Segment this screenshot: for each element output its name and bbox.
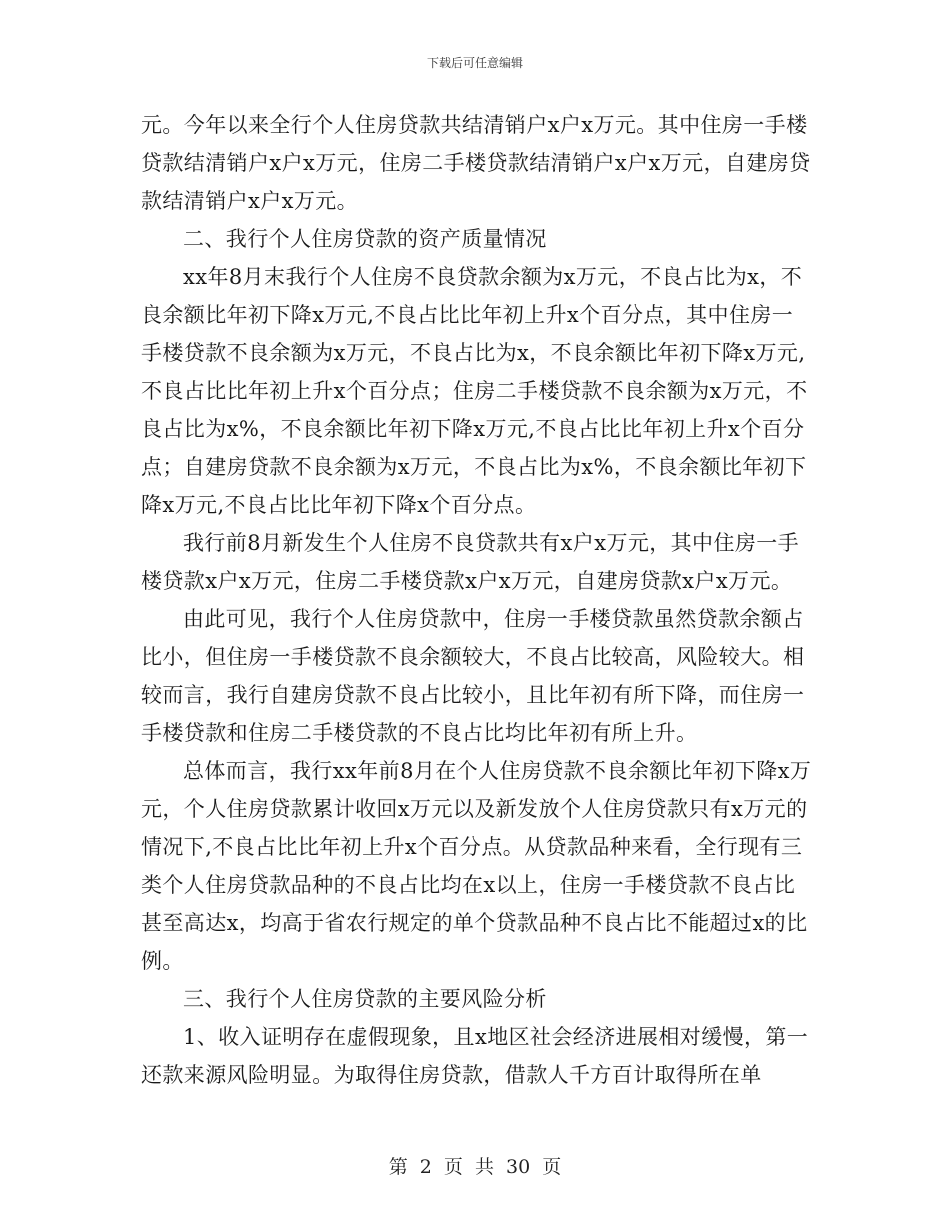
- section-heading-3: 三、我行个人住房贷款的主要风险分析: [183, 987, 547, 1011]
- paragraph-6: 总体而言，我行xx年前8月在个人住房贷款不良余额比年初下降x万元，个人住房贷款累计收回x万元以及新发放个人住房贷款只有x万元的情况下,不良占比比年初上升x个百分点。从贷款品种来看，全行现有三类个人住房贷款品种的不良占比均在x以上，住房一手楼贷款不良占比甚至高达x，均高于省农行规定的单个贷款品种不良占比不能超过x的比例。: [141, 759, 812, 973]
- document-body: [141, 106, 813, 1094]
- paragraph-1: 元。今年以来全行个人住房贷款共结清销户x户x万元。其中住房一手楼贷款结清销户x户x万元，住房二手楼贷款结清销户x户x万元，自建房贷款结清销户x户x万元。: [141, 113, 811, 213]
- paragraph-5: 由此可见，我行个人住房贷款中，住房一手楼贷款虽然贷款余额占比小，但住房一手楼贷款不良余额较大，不良占比较高，风险较大。相较而言，我行自建房贷款不良占比较小，且比年初有所下降，而住房一手楼贷款和住房二手楼贷款的不良占比均比年初有所上升。: [141, 607, 805, 745]
- section-heading-2: 二、我行个人住房贷款的资产质量情况: [183, 227, 547, 251]
- paragraph-4: 我行前8月新发生个人住房不良贷款共有x户x万元，其中住房一手楼贷款x户x万元，住房二手楼贷款x户x万元，自建房贷款x户x万元。: [141, 531, 800, 593]
- page-number-footer: 第 2 页 共 30 页: [388, 1156, 562, 1178]
- paragraph-3: xx年8月末我行个人住房不良贷款余额为x万元，不良占比为x，不良余额比年初下降x万元,不良占比比年初上升x个百分点，其中住房一手楼贷款不良余额为x万元，不良占比为x，不良余额比年初下降x万元,不良占比比年初上升x个百分点；住房二手楼贷款不良余额为x万元，不良占比为x%，不良余额比年初下降x万元,不良占比比年初上升x个百分点；自建房贷款不良余额为x万元，不良占比为x%，不良余额比年初下降x万元,不良占比比年初下降x个百分点。: [141, 265, 808, 517]
- page-header-note: 下载后可任意编辑: [426, 56, 523, 70]
- paragraph-8: 1、收入证明存在虚假现象，且x地区社会经济进展相对缓慢，第一还款来源风险明显。为取得住房贷款，借款人千方百计取得所在单: [141, 1025, 809, 1087]
